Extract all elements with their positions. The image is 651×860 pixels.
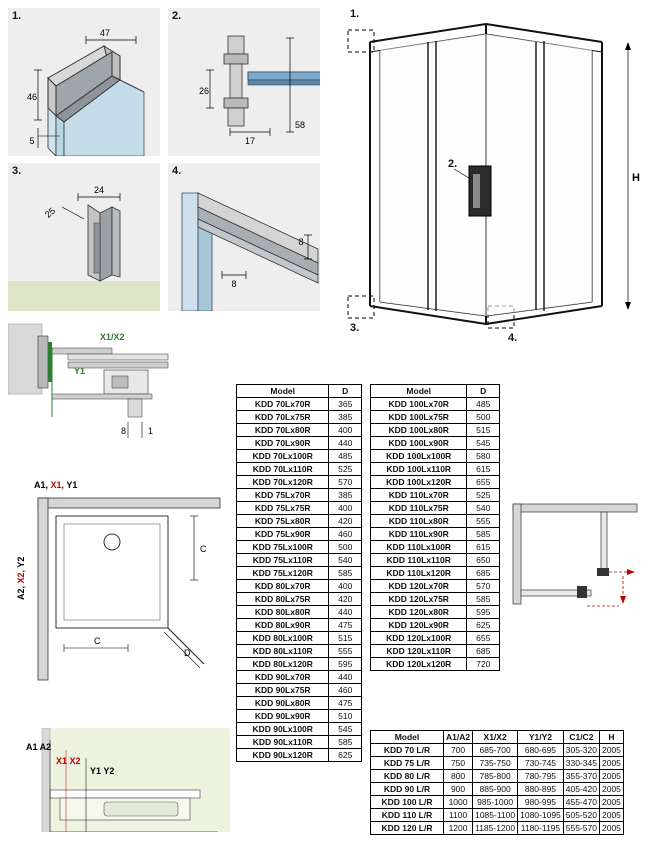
table-row <box>237 567 362 580</box>
cell-value: 2005 <box>599 783 623 796</box>
figure-3-dim-24: 24 <box>93 185 105 195</box>
table-row <box>237 398 362 411</box>
cell-model: KDD 80Lx100R <box>237 632 329 645</box>
cell-value: 505-520 <box>563 809 599 822</box>
cell-value: 800 <box>444 770 473 783</box>
table-row <box>371 796 624 809</box>
table-row <box>371 606 500 619</box>
cell-value: 2005 <box>599 796 623 809</box>
table-spec-inner <box>370 730 624 835</box>
cell-value: 1085-1100 <box>473 809 518 822</box>
figure-4 <box>168 163 320 311</box>
table-row <box>237 749 362 762</box>
table-row <box>371 619 500 632</box>
cell-model: KDD 110Lx90R <box>371 528 467 541</box>
cell-model: KDD 110Lx80R <box>371 515 467 528</box>
cell-d: 460 <box>329 528 362 541</box>
figure-2-number: 2. <box>172 10 182 22</box>
cell-value: 785-800 <box>473 770 518 783</box>
cell-value: 1185-1200 <box>473 822 518 835</box>
table-row <box>237 528 362 541</box>
cell-model: KDD 75Lx80R <box>237 515 329 528</box>
cell-d: 400 <box>329 424 362 437</box>
cell-d: 500 <box>467 411 500 424</box>
figure-8-enclosure <box>336 6 646 364</box>
table-row <box>237 437 362 450</box>
cell-model: KDD 100 L/R <box>371 796 444 809</box>
cell-value: 900 <box>444 783 473 796</box>
cell-d: 655 <box>467 476 500 489</box>
table-row <box>237 489 362 502</box>
table-row <box>371 554 500 567</box>
cell-model: KDD 100Lx120R <box>371 476 467 489</box>
cell-model: KDD 120Lx80R <box>371 606 467 619</box>
figure-6-label-a2x2y2: A2, X2, Y2 <box>16 556 26 600</box>
table-row <box>371 757 624 770</box>
cell-d: 545 <box>329 723 362 736</box>
cell-model: KDD 70Lx90R <box>237 437 329 450</box>
table-d-2 <box>370 384 500 671</box>
figure-7-label-a1a2: A1 A2 <box>26 742 52 752</box>
figure-1 <box>8 8 160 156</box>
figure-6-label-d: D <box>184 648 191 658</box>
figure-2-dim-26: 26 <box>198 86 210 96</box>
cell-d: 385 <box>329 489 362 502</box>
figure-2-dim-17: 17 <box>244 136 256 146</box>
cell-model: KDD 120Lx90R <box>371 619 467 632</box>
table-row <box>371 632 500 645</box>
table-row <box>371 437 500 450</box>
cell-value: 2005 <box>599 770 623 783</box>
cell-value: 730-745 <box>518 757 564 770</box>
figure-4-dim-8a: 8 <box>298 237 304 247</box>
cell-model: KDD 110Lx100R <box>371 541 467 554</box>
figure-6-plan <box>8 470 230 720</box>
figure-8-label-h: H <box>632 172 640 184</box>
cell-value: 700 <box>444 744 473 757</box>
figure-4-dim-8b: 8 <box>231 279 237 289</box>
cell-model: KDD 100Lx80R <box>371 424 467 437</box>
figure-1-dim-46: 46 <box>26 92 38 102</box>
cell-value: 2005 <box>599 757 623 770</box>
cell-model: KDD 100Lx110R <box>371 463 467 476</box>
table-row <box>371 450 500 463</box>
table-row <box>371 398 500 411</box>
cell-d: 625 <box>467 619 500 632</box>
cell-model: KDD 80Lx90R <box>237 619 329 632</box>
figure-6-label-c-right: C <box>200 544 207 554</box>
cell-model: KDD 70 L/R <box>371 744 444 757</box>
cell-model: KDD 90Lx90R <box>237 710 329 723</box>
figure-7-tray-section <box>8 728 230 853</box>
cell-model: KDD 70Lx70R <box>237 398 329 411</box>
table-row <box>237 515 362 528</box>
cell-model: KDD 75Lx90R <box>237 528 329 541</box>
cell-d: 595 <box>329 658 362 671</box>
cell-d: 720 <box>467 658 500 671</box>
cell-model: KDD 110 L/R <box>371 809 444 822</box>
cell-d: 400 <box>329 580 362 593</box>
table-row <box>371 411 500 424</box>
figure-8-number-3: 3. <box>350 322 360 334</box>
figure-5-dim-1: 1 <box>148 426 154 436</box>
cell-model: KDD 100Lx75R <box>371 411 467 424</box>
cell-value: 555-570 <box>563 822 599 835</box>
th-d-2: D <box>467 385 500 398</box>
cell-d: 460 <box>329 684 362 697</box>
cell-d: 485 <box>329 450 362 463</box>
cell-d: 585 <box>329 736 362 749</box>
figure-5-section <box>8 318 228 458</box>
cell-model: KDD 75Lx70R <box>237 489 329 502</box>
cell-d: 625 <box>329 749 362 762</box>
cell-model: KDD 75Lx100R <box>237 541 329 554</box>
table-row <box>237 580 362 593</box>
cell-value: 880-895 <box>518 783 564 796</box>
spec-header-cell: C1/C2 <box>563 731 599 744</box>
cell-model: KDD 110Lx75R <box>371 502 467 515</box>
figure-3-dim-25: 25 <box>43 205 58 220</box>
spec-header-cell: H <box>599 731 623 744</box>
cell-value: 455-470 <box>563 796 599 809</box>
cell-d: 525 <box>467 489 500 502</box>
cell-model: KDD 110Lx70R <box>371 489 467 502</box>
cell-model: KDD 80Lx75R <box>237 593 329 606</box>
cell-model: KDD 70Lx100R <box>237 450 329 463</box>
cell-value: 330-345 <box>563 757 599 770</box>
table-row <box>371 424 500 437</box>
figure-1-dim-5: 5 <box>29 136 35 146</box>
table-row <box>237 554 362 567</box>
cell-d: 685 <box>467 645 500 658</box>
cell-value: 2005 <box>599 822 623 835</box>
table-row <box>371 770 624 783</box>
cell-model: KDD 90 L/R <box>371 783 444 796</box>
cell-model: KDD 120Lx100R <box>371 632 467 645</box>
cell-model: KDD 75Lx110R <box>237 554 329 567</box>
table-row <box>237 476 362 489</box>
cell-d: 570 <box>329 476 362 489</box>
table-row <box>371 528 500 541</box>
table-row <box>237 463 362 476</box>
table-row <box>371 541 500 554</box>
table-row <box>371 822 624 835</box>
table-row <box>371 809 624 822</box>
cell-model: KDD 70Lx110R <box>237 463 329 476</box>
cell-d: 525 <box>329 463 362 476</box>
table-row <box>371 502 500 515</box>
figure-8-number-1: 1. <box>350 8 360 20</box>
table-row <box>371 476 500 489</box>
table-d-1 <box>236 384 362 762</box>
cell-d: 485 <box>467 398 500 411</box>
cell-model: KDD 100Lx70R <box>371 398 467 411</box>
cell-d: 400 <box>329 502 362 515</box>
cell-d: 585 <box>329 567 362 580</box>
figure-2-dim-58: 58 <box>294 120 306 130</box>
table-d-column-1 <box>236 384 362 762</box>
figure-7-label-y1y2: Y1 Y2 <box>90 766 115 776</box>
cell-value: 305-320 <box>563 744 599 757</box>
cell-value: 780-795 <box>518 770 564 783</box>
table-row <box>237 684 362 697</box>
cell-model: KDD 70Lx120R <box>237 476 329 489</box>
table-row <box>371 658 500 671</box>
table-d-column-2 <box>370 384 500 671</box>
figure-1-dim-47: 47 <box>99 28 111 38</box>
table-row <box>371 645 500 658</box>
cell-d: 650 <box>467 554 500 567</box>
table-row <box>371 593 500 606</box>
cell-model: KDD 120Lx110R <box>371 645 467 658</box>
cell-model: KDD 120Lx120R <box>371 658 467 671</box>
cell-d: 420 <box>329 515 362 528</box>
figure-3 <box>8 163 160 311</box>
cell-d: 440 <box>329 437 362 450</box>
table-row <box>237 736 362 749</box>
cell-model: KDD 70Lx75R <box>237 411 329 424</box>
cell-d: 440 <box>329 671 362 684</box>
cell-d: 615 <box>467 463 500 476</box>
figure-7-label-x1x2: X1 X2 <box>56 756 81 766</box>
table-row <box>237 632 362 645</box>
cell-d: 585 <box>467 593 500 606</box>
table-spec <box>370 730 642 835</box>
cell-value: 1080-1095 <box>518 809 564 822</box>
cell-d: 440 <box>329 606 362 619</box>
cell-d: 475 <box>329 619 362 632</box>
cell-model: KDD 110Lx120R <box>371 567 467 580</box>
table-row <box>237 658 362 671</box>
spec-header-cell: Y1/Y2 <box>518 731 564 744</box>
cell-model: KDD 90Lx80R <box>237 697 329 710</box>
table-row <box>237 697 362 710</box>
table-row <box>237 424 362 437</box>
figure-5-label-x1x2: X1/X2 <box>100 332 125 342</box>
table-row <box>371 783 624 796</box>
th-d-1: D <box>329 385 362 398</box>
cell-model: KDD 120Lx70R <box>371 580 467 593</box>
figure-8-number-4: 4. <box>508 332 518 344</box>
cell-value: 980-995 <box>518 796 564 809</box>
table-row <box>237 502 362 515</box>
cell-model: KDD 70Lx80R <box>237 424 329 437</box>
spec-header-cell: A1/A2 <box>444 731 473 744</box>
cell-d: 555 <box>467 515 500 528</box>
cell-d: 555 <box>329 645 362 658</box>
table-row <box>237 593 362 606</box>
cell-value: 2005 <box>599 809 623 822</box>
cell-model: KDD 120Lx75R <box>371 593 467 606</box>
figure-3-number: 3. <box>12 165 22 177</box>
cell-d: 580 <box>467 450 500 463</box>
cell-value: 355-370 <box>563 770 599 783</box>
cell-value: 680-695 <box>518 744 564 757</box>
cell-d: 685 <box>467 567 500 580</box>
cell-value: 885-900 <box>473 783 518 796</box>
table-row <box>371 567 500 580</box>
th-model-1: Model <box>237 385 329 398</box>
cell-value: 1200 <box>444 822 473 835</box>
cell-value: 750 <box>444 757 473 770</box>
cell-value: 405-420 <box>563 783 599 796</box>
cell-d: 385 <box>329 411 362 424</box>
spec-header-cell: X1/X2 <box>473 731 518 744</box>
table-row <box>237 411 362 424</box>
cell-d: 595 <box>467 606 500 619</box>
figure-8-number-2: 2. <box>448 158 458 170</box>
cell-value: 1180-1195 <box>518 822 564 835</box>
cell-model: KDD 90Lx120R <box>237 749 329 762</box>
cell-d: 420 <box>329 593 362 606</box>
cell-model: KDD 80Lx80R <box>237 606 329 619</box>
figure-4-number: 4. <box>172 165 182 177</box>
figure-6-label-a1x1y1: A1, X1, Y1 <box>34 480 78 490</box>
cell-model: KDD 110Lx110R <box>371 554 467 567</box>
figure-2 <box>168 8 320 156</box>
cell-model: KDD 75Lx120R <box>237 567 329 580</box>
table-row <box>237 723 362 736</box>
cell-model: KDD 90Lx110R <box>237 736 329 749</box>
cell-d: 545 <box>467 437 500 450</box>
table-row <box>237 671 362 684</box>
cell-value: 985-1000 <box>473 796 518 809</box>
cell-d: 510 <box>329 710 362 723</box>
cell-d: 655 <box>467 632 500 645</box>
table-row <box>371 744 624 757</box>
cell-value: 685-700 <box>473 744 518 757</box>
cell-model: KDD 80Lx110R <box>237 645 329 658</box>
cell-model: KDD 80 L/R <box>371 770 444 783</box>
table-row <box>371 580 500 593</box>
cell-model: KDD 80Lx120R <box>237 658 329 671</box>
cell-d: 515 <box>467 424 500 437</box>
table-row <box>237 606 362 619</box>
cell-model: KDD 90Lx70R <box>237 671 329 684</box>
cell-model: KDD 90Lx75R <box>237 684 329 697</box>
table-row <box>371 463 500 476</box>
cell-value: 1000 <box>444 796 473 809</box>
cell-model: KDD 100Lx100R <box>371 450 467 463</box>
cell-d: 515 <box>329 632 362 645</box>
cell-d: 540 <box>467 502 500 515</box>
table-row <box>237 541 362 554</box>
cell-d: 585 <box>467 528 500 541</box>
figure-1-number: 1. <box>12 10 22 22</box>
cell-d: 570 <box>467 580 500 593</box>
cell-model: KDD 100Lx90R <box>371 437 467 450</box>
cell-model: KDD 120 L/R <box>371 822 444 835</box>
spec-header-cell: Model <box>371 731 444 744</box>
table-row <box>237 710 362 723</box>
cell-d: 365 <box>329 398 362 411</box>
figure-9-plan <box>505 494 645 634</box>
cell-model: KDD 80Lx70R <box>237 580 329 593</box>
figure-6-label-c-bottom: C <box>94 636 101 646</box>
table-row <box>237 619 362 632</box>
cell-d: 540 <box>329 554 362 567</box>
cell-value: 1100 <box>444 809 473 822</box>
cell-d: 615 <box>467 541 500 554</box>
th-model-2: Model <box>371 385 467 398</box>
cell-value: 735-750 <box>473 757 518 770</box>
table-row <box>237 645 362 658</box>
cell-value: 2005 <box>599 744 623 757</box>
figure-5-dim-8: 8 <box>121 426 127 436</box>
table-row <box>371 489 500 502</box>
table-row <box>371 515 500 528</box>
cell-model: KDD 75 L/R <box>371 757 444 770</box>
figure-5-label-y1: Y1 <box>74 366 86 376</box>
cell-model: KDD 90Lx100R <box>237 723 329 736</box>
cell-d: 500 <box>329 541 362 554</box>
cell-d: 475 <box>329 697 362 710</box>
cell-model: KDD 75Lx75R <box>237 502 329 515</box>
table-row <box>237 450 362 463</box>
